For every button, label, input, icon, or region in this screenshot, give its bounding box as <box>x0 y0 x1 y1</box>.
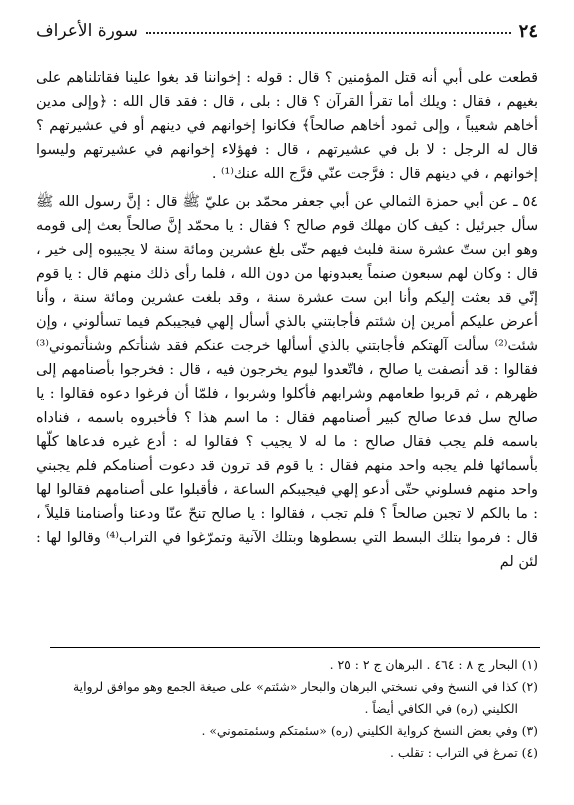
footnote-2-continuation: الكليني (ره) في الكافي أيضاً . <box>364 701 518 716</box>
footnote-1: (١) البحار ج ٨ : ٤٦٤ . البرهان ج ٢ : ٢٥ . <box>329 657 538 672</box>
footnote-3: (٣) وفي بعض النسخ كرواية الكليني (ره) «سئمتكم وسئمتموني» . <box>201 723 538 738</box>
paragraph-hadith-54: ٥٤ ـ عن أبي حمزة الثمالي عن أبي جعفر محمّد بن عليّ ﷺ قال : إنَّ رسول الله ﷺ سأل جبرئيل : كيف كان مهلك قوم صالح ؟ فقال : يا محمّد إنَّ صالحاً بعث إلى قومه وهو ابن ستّ عشرة سنة فلبث فيهم حتّى بلغ عشرين ومائة سنة لا يجيبوه إلى خير ، قال : وكان لهم سبعون صنماً يعبدونها من دون الله ، فلما رأى ذلك منهم قال : يا قوم إنّي قد بعثت إليكم وأنا ابن ست عشرة سنة ، وقد بلغت عشرين ومائة سنة ، وأنا أعرض عليكم أمرين إن شئتم فأجابتني بالذي أسأل إلهي فيجيبكم فيما تسألوني ، وإن شئت⁽²⁾ سألت آلهتكم فأجابتني بالذي أسألها خرجت عنكم فقد شنأتكم وشنأتموني⁽³⁾ فقالوا : قد أنصفت يا صالح ، فاتّعدوا ليوم يخرجون فيه ، قال : فخرجوا بأصنامهم إلى ظهرهم ، ثم قربوا طعامهم وشرابهم فأكلوا وشربوا ، فلمّا أن فرغوا دعوه فقالوا : يا صالح سل فدعا صالح كبير أصنامهم فقال : ما اسم هذا ؟ فأخبروه باسمه ، فناداه باسمه فلم يجب فقال صالح : ما له لا يجيب ؟ فقالوا له : أدع غيره فدعاها كلّها بأسمائها فلم يجبه واحد منهم فقال : يا قوم قد ترون قد دعوت أصنامكم فلم يجبني واحد منهم فسلوني حتّى أدعو إلهي فيجيبكم الساعة ، فأقبلوا على أصنامهم فقالوا لها : ما بالكم لا تجبن صالحاً ؟ فلم تجب ، فقالوا : يا صالح تنحّ عنّا ودعنا وأصنامنا قليلاً ، قال : فرموا بتلك البسط التي بسطوها وبتلك الآنية وتمرّغوا في التراب⁽⁴⁾ وقالوا لها : لئن لم <box>36 194 538 570</box>
page-header <box>36 18 538 44</box>
footnote-separator <box>50 647 540 648</box>
paragraph-continuation: قطعت على أبي أنه قتل المؤمنين ؟ قال : قوله : إخواننا قد بغوا علينا فقاتلناهم على بغيهم ، فقال : ويلك أما تقرأ القرآن ؟ قال : بلى ، قال : فقد قال الله : ﴿وإلى مدين أخاهم شعيباً ، وإلى ثمود أخاهم صالحاً﴾ فكانوا إخوانهم في دينهم أو في عشيرتهم ؟ قال له الرجل : لا بل في عشيرتهم ، قال : فهؤلاء إخوانهم في عشيرتهم وليسوا إخوانهم ، في دينهم قال : فرَّجت عنّي فرَّج الله عنك⁽¹⁾ . <box>36 70 538 182</box>
header-dotted-leader <box>146 32 511 34</box>
footnotes <box>40 654 538 764</box>
footnote-2: (٢) كذا في النسخ وفي نسختي البرهان والبحار «شئتم» على صيغة الجمع وهو موافق لرواية <box>72 679 538 694</box>
main-text <box>36 66 538 574</box>
footnote-4: (٤) تمرغ في التراب : تقلب . <box>389 745 538 760</box>
surah-title: سورة الأعراف <box>36 21 138 41</box>
page-number: ٢٤ <box>518 20 538 42</box>
